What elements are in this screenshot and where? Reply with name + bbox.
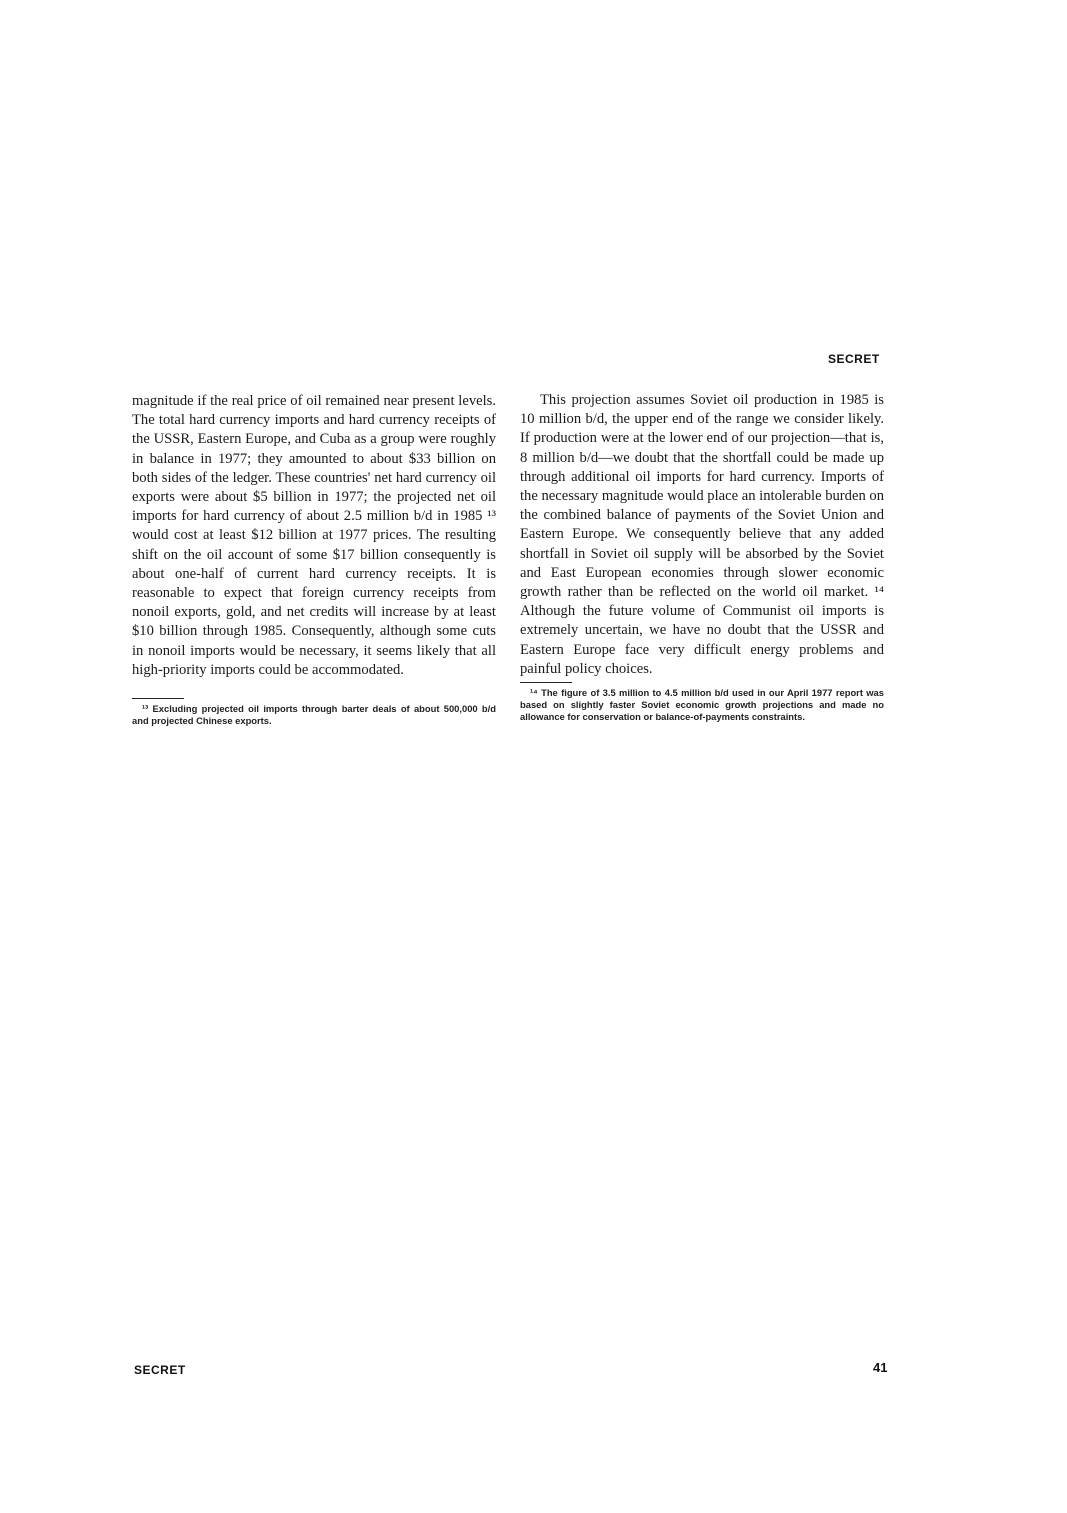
left-column-paragraph: magnitude if the real price of oil remained near present levels. The total hard currency imports and hard currency receipts of the USSR, Eastern Europe, and Cuba as a group were roughly in balance in 1977; they amounted to about $33 billion on both sides of the ledger. These countries' net hard currency oil exports were about $5 billion in 1977; the projected net oil imports for hard currency of about 2.5 million b/d in 1985 ¹³ would cost at least $12 billion at 1977 prices. The resulting shift on the oil account of some $17 billion consequently is about one-half of current hard currency receipts. It is reasonable to expect that foreign currency receipts from nonoil exports, gold, and net credits will increase by at least $10 billion through 1985. Consequently, although some cuts in nonoil imports would be necessary, it seems likely that all high-priority imports could be accommodated.	[132, 393, 496, 678]
left-column	[132, 392, 496, 727]
right-column-footnote: ¹⁴ The figure of 3.5 million to 4.5 million b/d used in our April 1977 report was based on slightly faster Soviet economic growth projections and made no allowance for conservation or balance-of-payments constraints.	[520, 687, 884, 723]
classification-header: SECRET	[828, 352, 880, 366]
right-column-paragraph: This projection assumes Soviet oil production in 1985 is 10 million b/d, the upper end of the range we consider likely. If production were at the lower end of our projection—that is, 8 million b/d—we doubt that the shortfall could be made up through additional oil imports for hard currency. Imports of the necessary magnitude would place an intolerable burden on the combined balance of payments of the Soviet Union and Eastern Europe. We consequently believe that any added shortfall in Soviet oil supply will be absorbed by the Soviet and East European economies through slower economic growth rather than be reflected on the world oil market. ¹⁴ Although the future volume of Communist oil imports is extremely uncertain, we have no doubt that the USSR and Eastern Europe face very difficult energy problems and painful policy choices.	[520, 392, 884, 677]
left-column-footnote: ¹³ Excluding projected oil imports through barter deals of about 500,000 b/d and projected Chinese exports.	[132, 703, 496, 727]
footnote-divider	[132, 698, 184, 699]
footnote-divider	[520, 682, 572, 683]
page-number: 41	[873, 1360, 888, 1375]
right-column	[520, 391, 884, 723]
classification-footer: SECRET	[134, 1363, 186, 1377]
